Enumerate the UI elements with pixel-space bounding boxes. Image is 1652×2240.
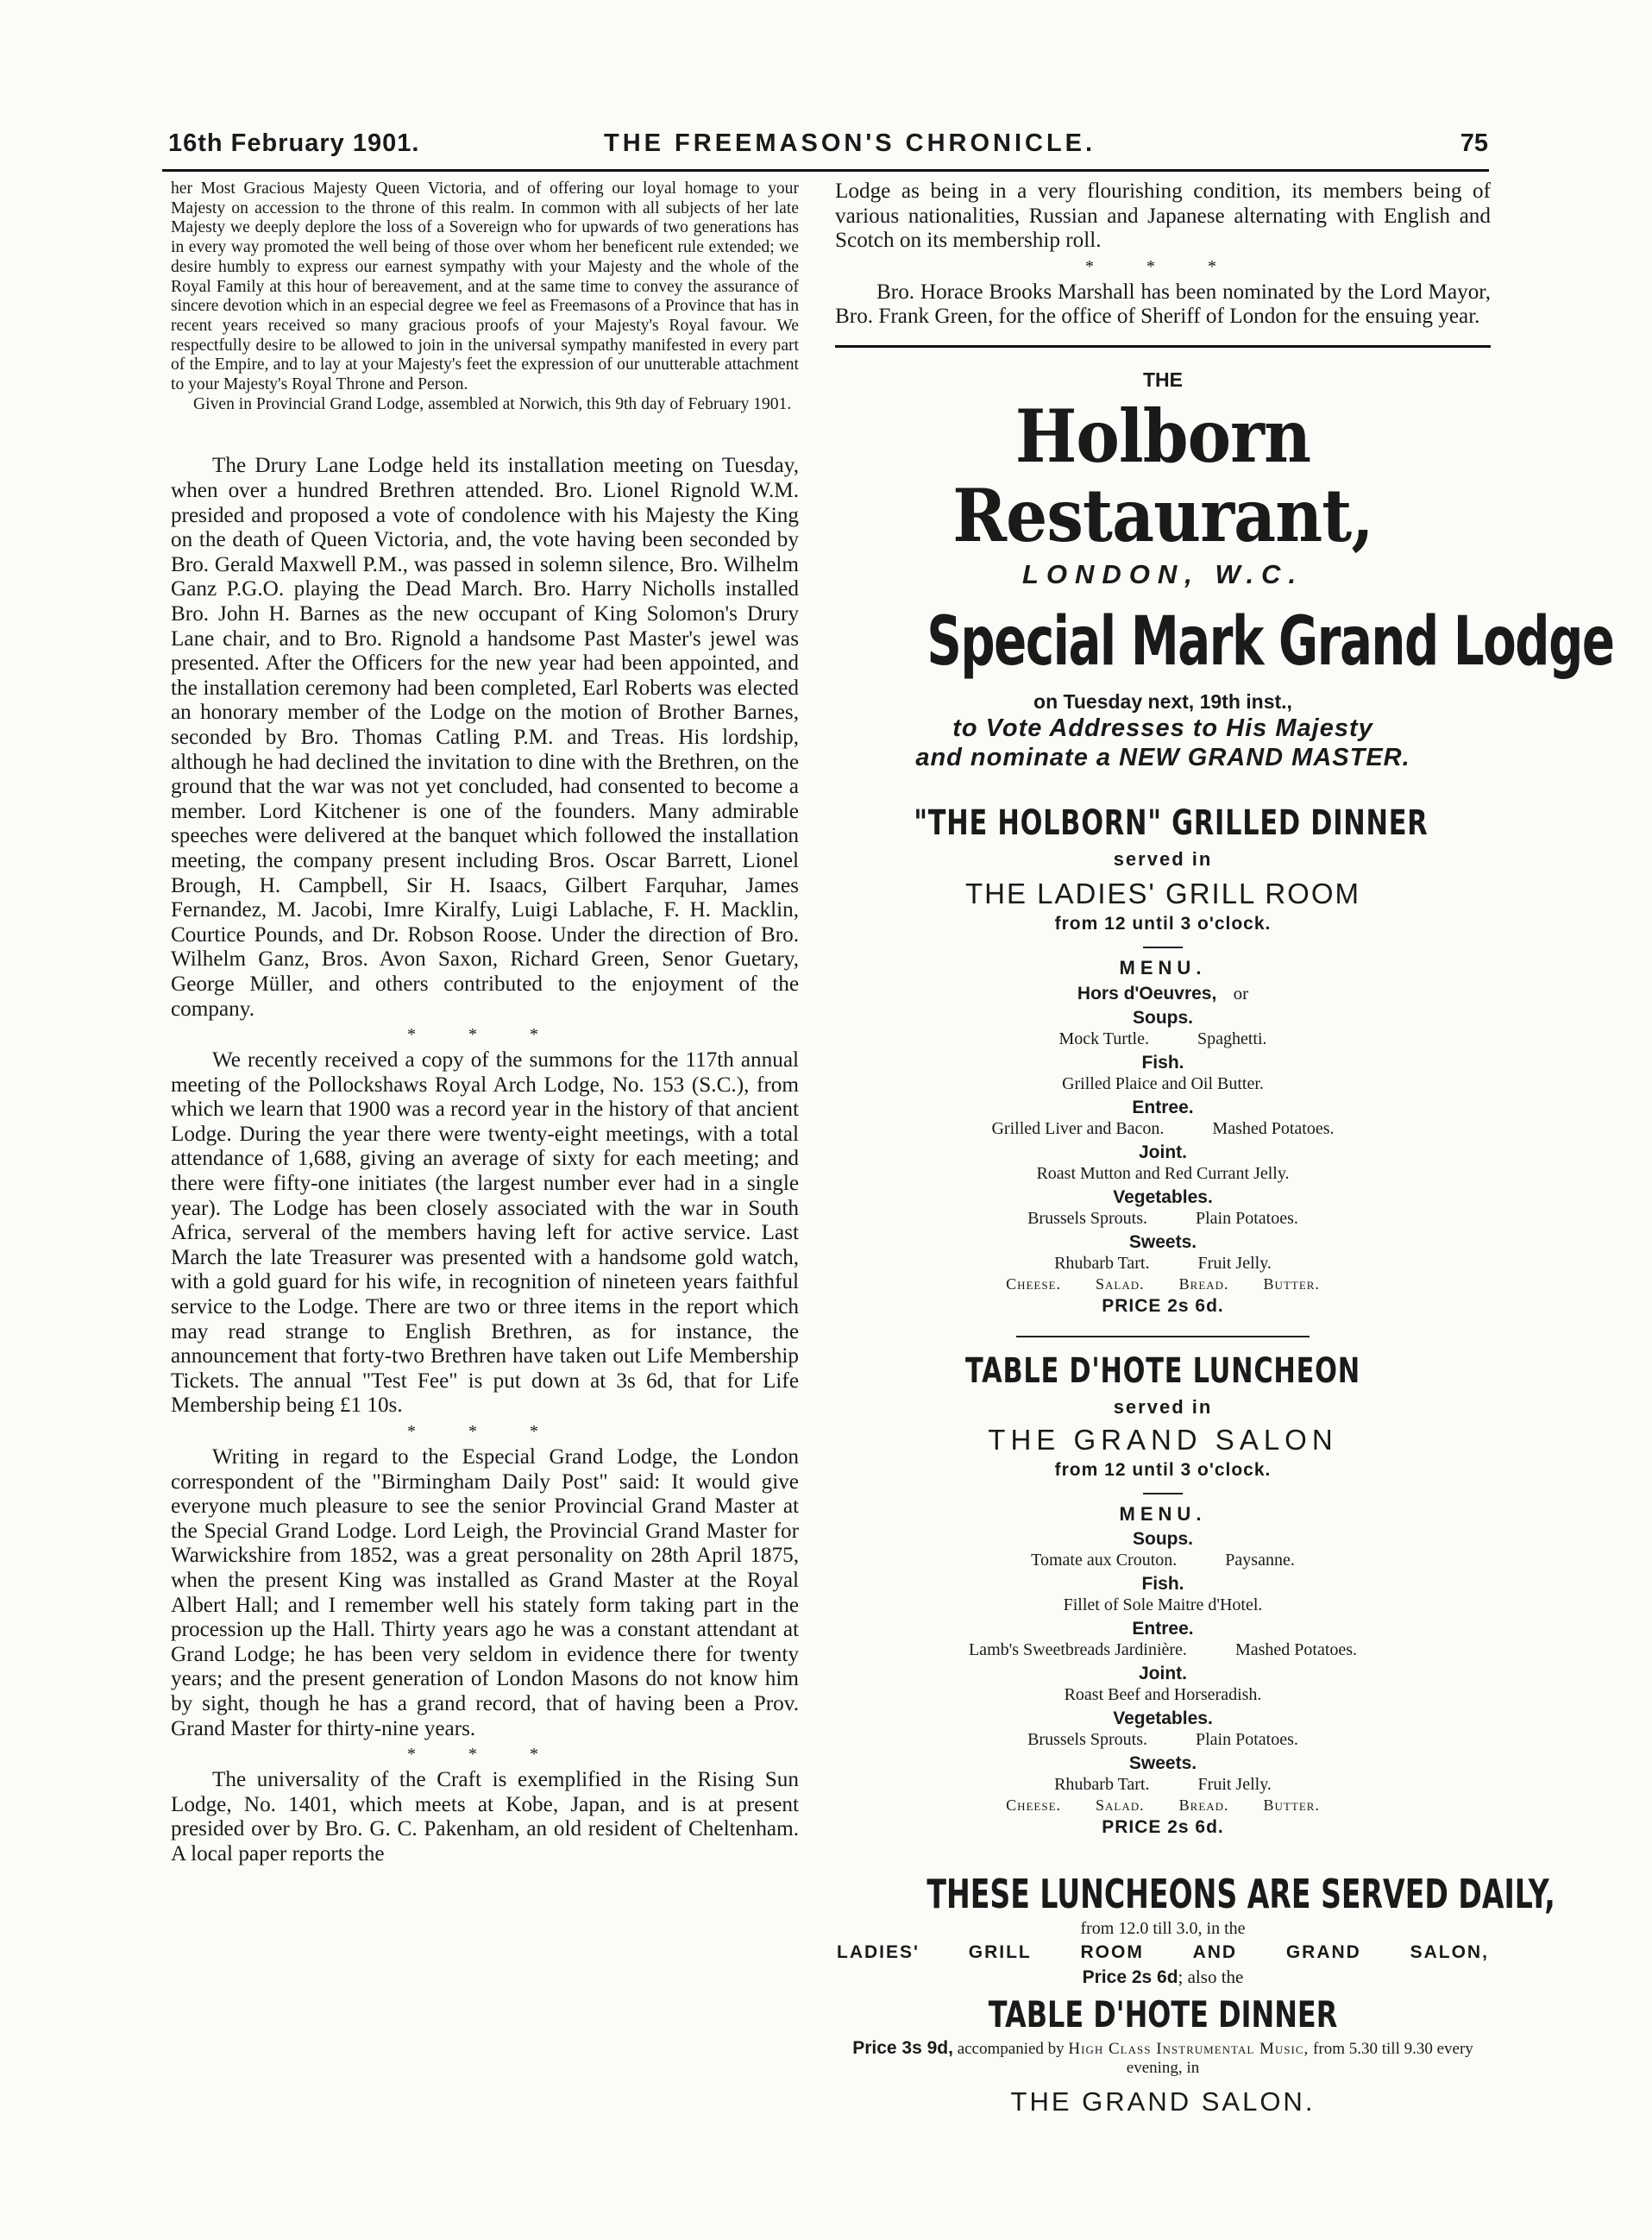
extra: Bread. <box>1178 1796 1229 1814</box>
course-name: Vegetables. <box>1113 1186 1213 1207</box>
dish: Fillet of Sole Maitre d'Hotel. <box>1063 1595 1263 1614</box>
dish: Brussels Sprouts. <box>1027 1729 1147 1749</box>
luncheon-title: TABLE D'HOTE LUNCHEON <box>965 1350 1360 1391</box>
dish: Spaghetti. <box>1197 1029 1267 1048</box>
dish: Plain Potatoes. <box>1196 1208 1298 1228</box>
daily-hours: from 12.0 till 3.0, in the <box>1080 1918 1246 1938</box>
course-name: Soups. <box>1132 1528 1193 1549</box>
section-divider-stars: * * * <box>407 1745 562 1765</box>
dinner-music-1: accompanied by <box>957 2039 1065 2058</box>
masthead: THE FREEMASON'S CHRONICLE. <box>604 129 1096 157</box>
daily-price-label: Price 2s 6d <box>1082 1966 1178 1987</box>
dinner-price: Price 3s 9d, <box>852 2037 953 2058</box>
daily-price <box>835 1966 1491 1988</box>
grill-room: THE LADIES' GRILL ROOM <box>965 877 1360 909</box>
dinner-music-sc: High Class Instrumental Music, <box>1068 2039 1310 2058</box>
course-name: Vegetables. <box>1113 1708 1213 1728</box>
course-name: Joint. <box>1139 1142 1187 1162</box>
section-divider-stars: * * * <box>407 1422 562 1441</box>
course-suffix: or <box>1233 982 1249 1004</box>
dish: Mashed Potatoes. <box>1212 1118 1335 1138</box>
page-number: 75 <box>1460 129 1488 157</box>
dish: Brussels Sprouts. <box>1027 1208 1147 1228</box>
menu-dishes <box>835 1595 1491 1615</box>
left-column <box>171 179 799 1867</box>
dish: Grilled Plaice and Oil Butter. <box>1062 1073 1264 1093</box>
extra: Bread. <box>1178 1274 1229 1293</box>
article-marshall-sheriff: Bro. Horace Brooks Marshall has been nominated by the Lord Mayor, Bro. Frank Green, for the office of Sheriff of London for the ensuing year. <box>835 280 1491 329</box>
page-header <box>168 129 1488 167</box>
extra: Salad. <box>1096 1796 1145 1814</box>
section-divider-stars: * * * <box>1085 256 1241 276</box>
right-column <box>835 179 1614 2117</box>
luncheon-price: PRICE 2s 6d. <box>1102 1816 1224 1837</box>
grill-menu-label: MENU. <box>1119 956 1207 978</box>
dish: Tomate aux Crouton. <box>1031 1550 1178 1570</box>
event-date: on Tuesday next, 19th inst., <box>1033 689 1292 713</box>
given-text: Given in Provincial Grand Lodge, assembled at Norwich, this 9th day of February 1901. <box>193 394 792 413</box>
dish: Rhubarb Tart. <box>1054 1774 1150 1794</box>
grill-served: served in <box>1113 847 1213 870</box>
header-rule <box>162 169 1489 172</box>
daily-also: ; also the <box>1178 1966 1244 1987</box>
grill-title: "THE HOLBORN" GRILLED DINNER <box>914 802 1429 843</box>
daily-title: THESE LUNCHEONS ARE SERVED DAILY, <box>927 1870 1555 1917</box>
section-divider-stars: * * * <box>407 1025 562 1045</box>
article-kobe-continued: Lodge as being in a very flourishing condition, its members being of various nationalities, Russian and Japanese alternating with English and Scotch on its membership roll. <box>835 179 1491 253</box>
dinner-title: TABLE D'HOTE DINNER <box>988 1992 1338 2036</box>
restaurant-name: Holborn Restaurant, <box>952 393 1373 558</box>
daily-places <box>835 1942 1491 1963</box>
dinner-music-2: from 5.30 till 9.30 every evening, in <box>1126 2039 1473 2077</box>
dish: Lamb's Sweetbreads Jardinière. <box>968 1639 1187 1659</box>
issue-date: 16th February 1901. <box>168 129 420 157</box>
dinner-venue: THE GRAND SALON. <box>1010 2086 1316 2117</box>
menu-extras <box>835 1795 1491 1815</box>
course-name: Soups. <box>1132 1007 1193 1028</box>
dish: Paysanne. <box>1225 1550 1295 1570</box>
grill-hours: from 12 until 3 o'clock. <box>1054 913 1272 934</box>
menu-dishes <box>835 1550 1491 1570</box>
menu-dishes <box>835 1118 1491 1139</box>
divider <box>1143 1493 1183 1494</box>
event-purpose-2: and nominate a NEW GRAND MASTER. <box>915 743 1410 771</box>
grill-price: PRICE 2s 6d. <box>1102 1295 1224 1316</box>
place-word: LADIES' <box>837 1941 920 1962</box>
dish: Mock Turtle. <box>1058 1029 1149 1048</box>
course-name: Entree. <box>1132 1097 1194 1117</box>
menu-dishes <box>835 1253 1491 1274</box>
course-name: Joint. <box>1139 1663 1187 1683</box>
ad-the: THE <box>1143 368 1183 391</box>
article-pollockshaws: We recently received a copy of the summons for the 117th annual meeting of the Pollockshaws Royal Arch Lodge, No. 153 (S.C.), from which we learn that 1900 was a record year in the history of that ancient Lodge. During the year there were twenty-eight meetings, with a total attendance of 1,688, giving an average of sixty for each meeting; and there were fifty-one initiates (the largest number ever had in a single year). The Lodge has been closely associated with the war in South Africa, serveral of the members having left for active service. Last March the late Treasurer was presented with a handsome gold watch, with a gold guard for his wife, in recognition of nineteen years faithful service to the Lodge. There are two or three items in the report which may read strange to English Brethren, as for instance, the announcement that forty-two Brethren have taken out Life Membership Tickets. The annual "Test Fee" is put down at 3s 6d, that for Life Membership being £1 10s. <box>171 1048 799 1418</box>
menu-extras <box>835 1274 1491 1294</box>
menu-dishes <box>835 1639 1491 1660</box>
menu-dishes <box>835 1163 1491 1184</box>
extra: Salad. <box>1096 1274 1145 1293</box>
menu-dishes <box>835 1774 1491 1795</box>
dinner-details <box>835 2039 1491 2078</box>
place-word: SALON, <box>1410 1941 1489 1962</box>
divider <box>1143 947 1183 948</box>
menu-dishes <box>835 1729 1491 1750</box>
event-purpose-1: to Vote Addresses to His Majesty <box>952 714 1373 742</box>
place-word: GRAND <box>1285 1941 1361 1962</box>
place-word: AND <box>1192 1941 1238 1962</box>
dish: Mashed Potatoes. <box>1234 1639 1358 1659</box>
dish: Fruit Jelly. <box>1197 1253 1272 1273</box>
article-especial-grand-lodge: Writing in regard to the Especial Grand Lodge, the London correspondent of the "Birmingham Daily Post" said: It would give everyone much pleasure to see the senior Provincial Grand Master at the Special Grand Lodge. Lord Leigh, the Provincial Grand Master for Warwickshire from 1852, was a great personality on 28th April 1875, when the present King was installed as Grand Master at the Royal Albert Hall; and I remember well his stately form taking part in the procession up the Hall. Thirty years ago he was a constant attendant at Grand Lodge; he has been very seldom in evidence there for twenty years; and the present generation of London Masons do not know him by sight, though he has a grand record, that of having been a Prov. Grand Master for thirty-nine years. <box>171 1445 799 1740</box>
menu-dishes <box>835 1029 1491 1049</box>
luncheon-menu-label: MENU. <box>1119 1502 1207 1525</box>
dish: Grilled Liver and Bacon. <box>991 1118 1165 1138</box>
course-name: Entree. <box>1132 1618 1194 1639</box>
holborn-advertisement <box>835 368 1614 2117</box>
place-word: ROOM <box>1080 1941 1144 1962</box>
advert-top-rule <box>835 345 1491 348</box>
luncheon-served: served in <box>1113 1395 1213 1418</box>
course-name: Hors d'Oeuvres, <box>1077 983 1217 1004</box>
address-text: her Most Gracious Majesty Queen Victoria, and of offering our loyal homage to your Majesty on accession to the throne of this realm. In common with all subjects of her late Majesty we deeply deplore the loss of a Sovereign who for upwards of two generations has in every way promoted the well being of those over whom her beneficent rule extended; we desire humbly to express our earnest sympathy with your Majesty and the whole of the Royal Family at this hour of bereavement, and at the same time to convey the assurance of sincere devotion which in an especial degree we feel as Freemasons of a Province that has in recent years received so many gracious proofs of your Majesty's Royal favour. We respectfully desire to be allowed to join in the universal sympathy manifested in every part of the Empire, and to lay at your Majesty's feet the expression of our unutterable attachment to your Majesty's Royal Throne and Person. <box>171 179 799 394</box>
dish: Rhubarb Tart. <box>1054 1253 1150 1273</box>
course-name: Sweets. <box>1128 1231 1197 1252</box>
extra: Butter. <box>1263 1274 1320 1293</box>
luncheon-hours: from 12 until 3 o'clock. <box>1054 1459 1272 1480</box>
extra: Cheese. <box>1006 1796 1062 1814</box>
dish: Roast Beef and Horseradish. <box>1064 1684 1262 1704</box>
place-word: GRILL <box>968 1941 1032 1962</box>
menu-course <box>835 983 1491 1004</box>
dish: Fruit Jelly. <box>1197 1774 1272 1794</box>
article-drury-lane: The Drury Lane Lodge held its installation meeting on Tuesday, when over a hundred Brethren attended. Bro. Lionel Rignold W.M. presided and proposed a vote of condolence with his Majesty the King on the death of Queen Victoria, and, the vote having been seconded by Bro. Gerald Maxwell P.M., was passed in solemn silence, Bro. Wilhelm Ganz P.G.O. playing the Dead March. Bro. Harry Nicholls installed Bro. John H. Barnes as the new occupant of King Solomon's Drury Lane chair, and to Bro. Rignold a handsome Past Master's jewel was presented. After the Officers for the new year had been appointed, and the installation ceremony had been completed, Earl Roberts was elected an honorary member of the Lodge on the motion of Brother Barnes, seconded by Bro. Thomas Catling P.M. and Treas. His lordship, although he had declined the invitation to dine with the Brethren, on the ground that the war was not yet concluded, had consented to become a member. Lord Kitchener is one of the founders. Many admirable speeches were delivered at the banquet which followed the installation meeting, the company present including Bros. Oscar Barrett, Lionel Brough, H. Campbell, Sir H. Isaacs, Gilbert Farquhar, James Fernandez, M. Jacobi, Imre Kiralfy, Luigi Lablache, F. H. Macklin, Courtice Pounds, and Dr. Robson Roose. Under the direction of Bro. Wilhelm Ganz, Bros. Avon Saxon, Richard Green, Senor Guetary, George Müller, and others contributed to the enjoyment of the company. <box>171 454 799 1021</box>
extra: Butter. <box>1263 1796 1320 1814</box>
luncheon-room: THE GRAND SALON <box>988 1423 1338 1456</box>
dish: Roast Mutton and Red Currant Jelly. <box>1036 1163 1290 1183</box>
menu-dishes <box>835 1073 1491 1094</box>
restaurant-location: LONDON, W.C. <box>1021 558 1304 589</box>
course-name: Sweets. <box>1128 1752 1197 1773</box>
course-name: Fish. <box>1141 1573 1184 1594</box>
dish: Plain Potatoes. <box>1196 1729 1298 1749</box>
divider <box>1016 1336 1310 1337</box>
course-name: Fish. <box>1141 1052 1184 1073</box>
event-title: Special Mark Grand Lodge <box>927 602 1614 681</box>
extra: Cheese. <box>1006 1274 1062 1293</box>
menu-dishes <box>835 1208 1491 1229</box>
article-rising-sun-lodge: The universality of the Craft is exemplified in the Rising Sun Lodge, No. 1401, which meets at Kobe, Japan, and is at present presided over by Bro. G. C. Pakenham, an old resident of Cheltenham. A local paper reports the <box>171 1768 799 1866</box>
menu-dishes <box>835 1684 1491 1705</box>
